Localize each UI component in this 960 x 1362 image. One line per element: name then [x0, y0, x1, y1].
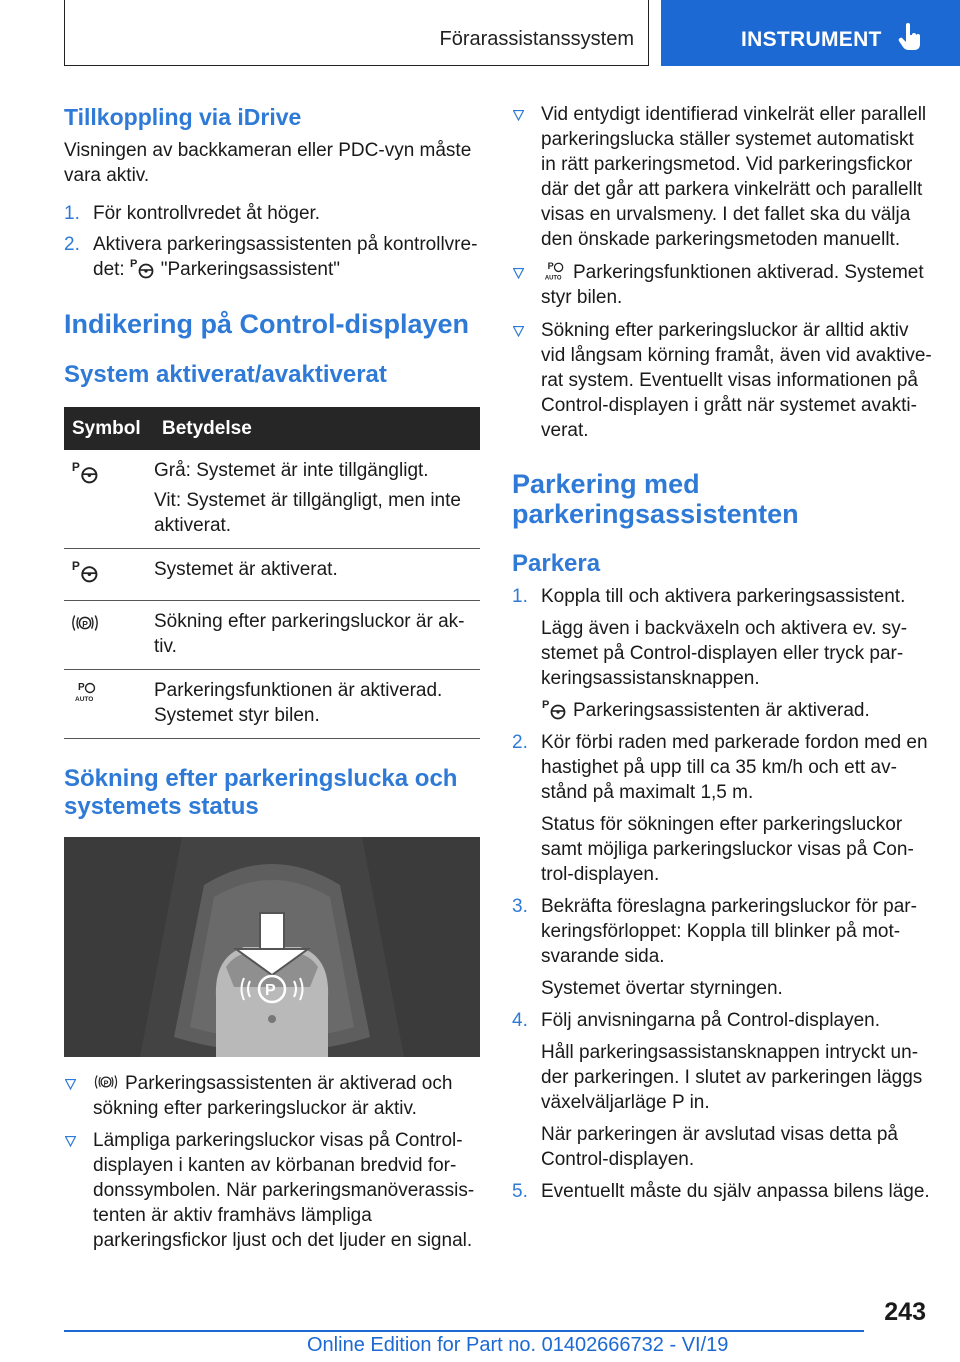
step-text: Kör förbi raden med parkerade fordon med en hastighet på upp till ca 35 km/h och ett avstånd på maximalt 1,5 m.	[541, 732, 928, 803]
step-text: Bekräfta föreslagna parkeringsluckor för parkeringsförloppet: Koppla till blinker på motsvarande sida.	[541, 896, 917, 967]
instrument-tab[interactable]	[661, 0, 960, 66]
table-row	[64, 601, 480, 670]
table-row	[64, 450, 480, 549]
list-item	[512, 894, 932, 1001]
bullet-text: Parkeringsfunktionen aktiverad. Systemet styr bilen.	[541, 262, 924, 308]
section-title: Förarassistanssystem	[439, 28, 634, 50]
meaning-line: Grå: Systemet är inte tillgängligt.	[154, 460, 429, 481]
right-column	[512, 102, 932, 1204]
parking-display-illustration	[64, 837, 480, 1057]
list-item	[512, 1179, 932, 1204]
step-subtext: Systemet övertar styrningen.	[541, 978, 783, 999]
bullet-triangle-icon	[513, 110, 524, 121]
park-assist-grey-icon	[70, 460, 100, 484]
table-header-symbol: Symbol	[64, 407, 154, 450]
list-item	[64, 1071, 480, 1121]
step-subtext: När parkeringen är avslutad visas detta på Control-displayen.	[541, 1124, 898, 1170]
bullet-text: Lämpliga parkeringsluckor visas på Control-displayen i kanten av körbanan bredvid fordonssymbolen. När parkeringsmanöverassistenten är aktiv framhävs lämpliga parkeringsfickor ljust och det ljuder en signal.	[93, 1130, 475, 1251]
table-row	[64, 549, 480, 601]
steps-tillkoppling	[64, 201, 480, 282]
step-number: 1.	[512, 586, 528, 607]
page-number: 243	[884, 1298, 926, 1326]
bullet-text: Vid entydigt identifierad vinkelrät eller parallell parkeringslucka ställer systemet automatiskt in rätt parkeringsmetod. Vid parkeringsfickor där det går att parkera vinkelrätt och parallellt visas en urvalsmeny. I det fallet ska du välja den önskade parkeringsmetoden manuellt.	[541, 104, 927, 250]
bullet-triangle-icon	[65, 1079, 76, 1090]
table-cell-meaning	[154, 450, 480, 549]
steps-parkera	[512, 584, 932, 1204]
list-item	[64, 201, 480, 226]
park-auto-icon	[70, 680, 100, 704]
step-number: 2.	[512, 732, 528, 753]
pointing-hand-icon	[897, 22, 923, 52]
list-item	[512, 1008, 932, 1172]
list-item	[512, 102, 932, 252]
bullet-text: Sökning efter parkeringsluckor är alltid aktiv vid långsam körning framåt, även vid avaktiverat system. Eventuellt visas informationen på Control-displayen i grått när systemet avaktiverat.	[541, 320, 932, 441]
table-cell-symbol	[64, 549, 154, 601]
header-section-box	[64, 0, 649, 66]
list-item	[512, 260, 932, 310]
heading-sokning: Sökning efter parkeringslucka och systemets status	[64, 765, 458, 820]
parking-space-search-icon	[93, 1071, 119, 1093]
display-graphic	[64, 837, 480, 1057]
step-text: Eventuellt måste du själv anpassa bilens läge.	[541, 1181, 930, 1202]
table-cell-meaning: Sökning efter parkeringsluckor är aktiv.	[154, 601, 480, 670]
step-subtext: Lägg även i backväxeln och aktivera ev. systemet på Control-displayen eller tryck parkeringsassistansknappen.	[541, 618, 908, 689]
step-number: 4.	[512, 1010, 528, 1031]
step-number: 2.	[64, 234, 80, 255]
table-row	[64, 670, 480, 739]
list-item	[64, 1128, 480, 1253]
paragraph-visning: Visningen av backkameran eller PDC-vyn måste vara aktiv.	[64, 140, 472, 186]
bullet-text: Parkeringsassistenten är aktiverad och sökning efter parkeringsluckor är aktiv.	[93, 1073, 453, 1119]
list-item	[512, 730, 932, 887]
list-item	[512, 584, 932, 723]
table-cell-symbol	[64, 670, 154, 739]
step-text-menu: "Parkeringsassistent"	[160, 259, 340, 280]
symbol-table	[64, 407, 480, 739]
table-cell-symbol	[64, 450, 154, 549]
footer-divider	[64, 1330, 864, 1332]
step-subtext: Status för sökningen efter parkeringsluckor samt möjliga parkeringsluckor visas på Control-displayen.	[541, 814, 914, 885]
table-header-row	[64, 407, 480, 450]
list-item	[64, 232, 480, 282]
step-subtext-label: Parkeringsassistenten är aktiverad.	[573, 700, 870, 721]
heading-system: System aktiverat/avaktiverat	[64, 361, 387, 388]
table-cell-meaning: Systemet är aktiverat.	[154, 549, 480, 601]
instrument-tab-label: INSTRUMENT	[741, 28, 882, 51]
step-text: Följ anvisningarna på Control-displayen.	[541, 1010, 881, 1031]
step-text: För kontrollvredet åt höger.	[93, 203, 321, 224]
table-cell-meaning: Parkeringsfunktionen är aktiverad. Systemet styr bilen.	[154, 670, 480, 739]
heading-tillkoppling: Tillkoppling via iDrive	[64, 104, 302, 130]
heading-parkering: Parkering med parkeringsassistenten	[512, 469, 799, 529]
list-item	[512, 318, 932, 443]
park-assist-active-icon	[541, 698, 567, 720]
step-subtext	[541, 698, 932, 723]
table-header-meaning: Betydelse	[154, 407, 480, 450]
left-column	[64, 102, 480, 1253]
table-cell-symbol	[64, 601, 154, 670]
step-text: Koppla till och aktivera parkeringsassistent.	[541, 586, 906, 607]
parking-space-search-icon	[70, 611, 100, 635]
step-number: 3.	[512, 896, 528, 917]
bullet-triangle-icon	[513, 326, 524, 337]
svg-text:P: P	[265, 982, 276, 999]
bullet-triangle-icon	[513, 268, 524, 279]
step-number: 1.	[64, 203, 80, 224]
bullets-sokning	[64, 1071, 480, 1253]
footer-edition: Online Edition for Part no. 01402666732 - VI/19	[307, 1334, 729, 1356]
park-assist-icon	[129, 257, 155, 279]
park-assist-active-icon	[70, 559, 100, 583]
step-number: 5.	[512, 1181, 528, 1202]
bullets-right	[512, 102, 932, 443]
meaning-line: Vit: Systemet är tillgängligt, men inte aktiverat.	[154, 490, 461, 536]
heading-parkera: Parkera	[512, 550, 601, 577]
bullet-triangle-icon	[65, 1136, 76, 1147]
heading-indikering: Indikering på Control-displayen	[64, 309, 470, 339]
park-auto-icon	[541, 260, 567, 282]
step-text: Aktivera parkeringsassistenten på kontrollvredet:	[93, 234, 478, 280]
step-subtext: Håll parkeringsassistansknappen intryckt under parkeringen. I slutet av parkeringen läggs växelväljarläge P in.	[541, 1042, 923, 1113]
